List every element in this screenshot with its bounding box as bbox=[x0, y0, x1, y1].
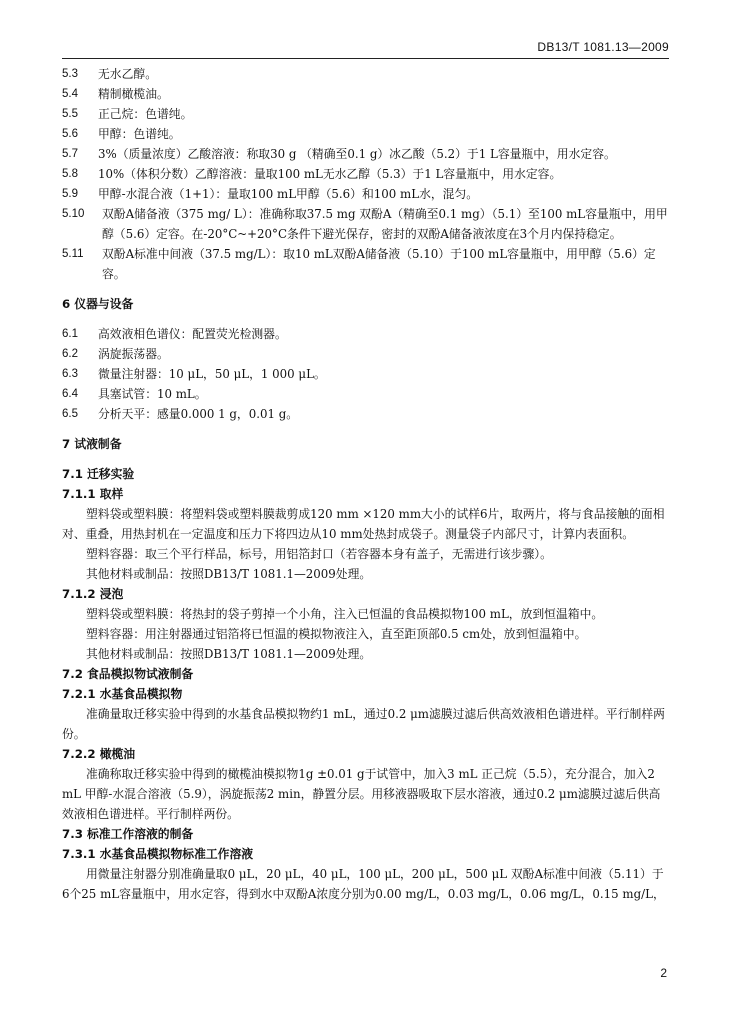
page-content bbox=[62, 64, 669, 904]
page-number: 2 bbox=[660, 966, 667, 980]
section-7-heading: 7 试液制备 bbox=[62, 437, 122, 451]
equipment-item bbox=[62, 344, 669, 364]
clause-number: 5.10 bbox=[62, 208, 85, 220]
clause-text: 正己烷：色谱纯。 bbox=[98, 107, 193, 121]
reagent-item bbox=[62, 184, 669, 204]
reagent-item bbox=[62, 64, 669, 84]
standard-code-header: DB13/T 1081.13—2009 bbox=[537, 40, 669, 54]
reagent-item bbox=[62, 144, 669, 164]
clause-text: 分析天平：感量0.000 1 g，0.01 g。 bbox=[98, 407, 299, 421]
subsection-7-3-heading: 7.3 标准工作溶液的制备 bbox=[62, 827, 194, 841]
clause-text: 高效液相色谱仪：配置荧光检测器。 bbox=[98, 327, 287, 341]
clause-number: 5.8 bbox=[62, 168, 78, 180]
header-rule bbox=[62, 58, 669, 59]
reagent-item bbox=[62, 104, 669, 124]
equipment-item bbox=[62, 384, 669, 404]
clause-number: 5.4 bbox=[62, 88, 78, 100]
section-6-heading: 6 仪器与设备 bbox=[62, 297, 134, 311]
subsection-7-1-heading: 7.1 迁移实验 bbox=[62, 467, 135, 481]
equipment-item bbox=[62, 364, 669, 384]
paragraph-7-1-2-other: 其他材料或制品：按照DB13/T 1081.1—2009处理。 bbox=[86, 647, 372, 661]
paragraph-7-1-1-other: 其他材料或制品：按照DB13/T 1081.1—2009处理。 bbox=[86, 567, 372, 581]
clause-number: 6.2 bbox=[62, 348, 78, 360]
subsection-7-3-1-heading: 7.3.1 水基食品模拟物标准工作溶液 bbox=[62, 847, 254, 861]
clause-number: 5.9 bbox=[62, 188, 78, 200]
subsection-7-2-heading: 7.2 食品模拟物试液制备 bbox=[62, 667, 194, 681]
paragraph-7-2-2: 准确称取迁移实验中得到的橄榄油模拟物1g ±0.01 g于试管中，加入3 mL 正己烷（5.5），充分混合，加入2 mL 甲醇-水混合溶液（5.9），涡旋振荡2 min，静置分层。用移液器吸取下层水溶液，通过0.2 μm滤膜过滤后供高效液相色谱进样。平行制样两份。 bbox=[62, 767, 661, 821]
clause-text: 涡旋振荡器。 bbox=[98, 347, 169, 361]
clause-number: 6.1 bbox=[62, 328, 78, 340]
subsection-7-2-2-heading: 7.2.2 橄榄油 bbox=[62, 747, 136, 761]
clause-text: 具塞试管：10 mL。 bbox=[98, 387, 207, 401]
paragraph-7-1-2-container: 塑料容器：用注射器通过铝箔将已恒温的模拟物液注入，直至距顶部0.5 cm处，放到恒温箱中。 bbox=[86, 627, 587, 641]
reagent-list bbox=[62, 64, 669, 284]
equipment-item bbox=[62, 324, 669, 344]
paragraph-7-1-2-bag: 塑料袋或塑料膜：将热封的袋子剪掉一个小角，注入已恒温的食品模拟物100 mL，放到恒温箱中。 bbox=[86, 607, 604, 621]
clause-number: 6.4 bbox=[62, 388, 78, 400]
clause-number: 6.3 bbox=[62, 368, 78, 380]
paragraph-7-3-1: 用微量注射器分别准确量取0 μL，20 μL，40 μL，100 μL，200 μL，500 μL 双酚A标准中间液（5.11）于6个25 mL容量瓶中，用水定容，得到水中双酚A浓度分别为0.00 mg/L，0.03 mg/L，0.06 mg/L，0.15 mg/L， bbox=[62, 867, 665, 901]
clause-number: 6.5 bbox=[62, 408, 78, 420]
clause-text: 微量注射器：10 μL，50 μL，1 000 μL。 bbox=[98, 367, 326, 381]
reagent-item bbox=[62, 124, 669, 144]
clause-text: 甲醇-水混合液（1+1）：量取100 mL甲醇（5.6）和100 mL水，混匀。 bbox=[98, 187, 479, 201]
clause-text: 甲醇：色谱纯。 bbox=[98, 127, 181, 141]
equipment-item bbox=[62, 404, 669, 424]
subsection-7-1-1-heading: 7.1.1 取样 bbox=[62, 487, 124, 501]
clause-number: 5.6 bbox=[62, 128, 78, 140]
reagent-item bbox=[62, 84, 669, 104]
reagent-item bbox=[62, 204, 669, 244]
paragraph-7-1-1-container: 塑料容器：取三个平行样品，标号，用铝箔封口（若容器本身有盖子，无需进行该步骤）。 bbox=[86, 547, 552, 561]
reagent-item bbox=[62, 244, 669, 284]
clause-number: 5.11 bbox=[62, 248, 84, 260]
paragraph-7-2-1: 准确量取迁移实验中得到的水基食品模拟物约1 mL，通过0.2 μm滤膜过滤后供高效液相色谱进样。平行制样两份。 bbox=[62, 707, 665, 741]
clause-text: 无水乙醇。 bbox=[98, 67, 157, 81]
clause-number: 5.3 bbox=[62, 68, 78, 80]
paragraph-7-1-1-bag: 塑料袋或塑料膜：将塑料袋或塑料膜裁剪成120 mm ×120 mm大小的试样6片，取两片，将与食品接触的面相对、重叠，用热封机在一定温度和压力下将四边从10 mm处热封成袋子。测量袋子内部尺寸，计算内表面积。 bbox=[62, 507, 665, 541]
reagent-item bbox=[62, 164, 669, 184]
clause-text: 双酚A储备液（375 mg/ L）：准确称取37.5 mg 双酚A（精确至0.1 mg）（5.1）至100 mL容量瓶中，用甲醇（5.6）定容。在-20°C~+20°C条件下避光保存，密封的双酚A储备液浓度在3个月内保持稳定。 bbox=[102, 207, 668, 241]
clause-text: 10%（体积分数）乙醇溶液：量取100 mL无水乙醇（5.3）于1 L容量瓶中，用水定容。 bbox=[98, 167, 562, 181]
subsection-7-1-2-heading: 7.1.2 浸泡 bbox=[62, 587, 124, 601]
clause-text: 精制橄榄油。 bbox=[98, 87, 169, 101]
clause-text: 双酚A标准中间液（37.5 mg/L）：取10 mL双酚A储备液（5.10）于100 mL容量瓶中，用甲醇（5.6）定容。 bbox=[102, 247, 656, 281]
clause-number: 5.5 bbox=[62, 108, 78, 120]
equipment-list bbox=[62, 324, 669, 424]
clause-number: 5.7 bbox=[62, 148, 78, 160]
clause-text: 3%（质量浓度）乙酸溶液：称取30 g （精确至0.1 g）冰乙酸（5.2）于1 L容量瓶中，用水定容。 bbox=[98, 147, 616, 161]
subsection-7-2-1-heading: 7.2.1 水基食品模拟物 bbox=[62, 687, 183, 701]
